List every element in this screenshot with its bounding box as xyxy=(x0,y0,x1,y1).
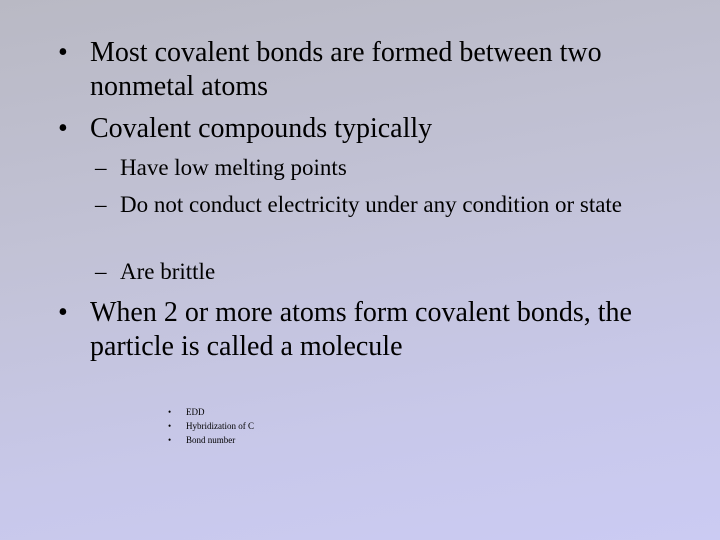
sub-bullet-item xyxy=(95,189,665,220)
bullet-marker: • xyxy=(58,37,68,68)
bullet-item xyxy=(58,296,698,364)
small-bullet-marker: • xyxy=(168,435,172,445)
sub-bullet-item xyxy=(95,152,665,183)
sub-bullet-marker: – xyxy=(95,155,107,180)
bullet-text: Most covalent bonds are formed between two nonmetal atoms xyxy=(90,37,602,102)
small-bullet-marker: • xyxy=(168,407,172,417)
sub-bullet-text: Are brittle xyxy=(120,259,216,284)
small-bullet-text: Bond number xyxy=(186,435,236,445)
sub-bullet-marker: – xyxy=(95,259,107,284)
sub-bullet-text: Have low melting points xyxy=(120,155,347,180)
bullet-item xyxy=(58,36,658,104)
small-bullet-text: Hybridization of C xyxy=(186,421,254,431)
bullet-marker: • xyxy=(58,297,68,328)
small-bullet-marker: • xyxy=(168,421,172,431)
sub-bullet-marker: – xyxy=(95,192,107,217)
sub-bullet-text: Do not conduct electricity under any condition or state xyxy=(120,192,623,217)
small-bullet-text: EDD xyxy=(186,407,205,417)
bullet-text: Covalent compounds typically xyxy=(90,113,433,144)
bullet-item xyxy=(58,112,658,146)
bullet-marker: • xyxy=(58,113,68,144)
sub-bullet-item xyxy=(95,256,665,287)
bullet-text: When 2 or more atoms form covalent bonds, the particle is called a molecule xyxy=(90,297,632,362)
